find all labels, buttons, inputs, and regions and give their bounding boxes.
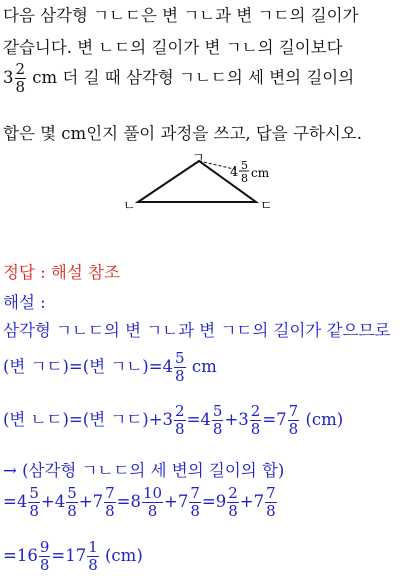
- explanation-step-4: → (삼각형 ㄱㄴㄷ의 세 변의 길이의 합): [3, 461, 285, 480]
- explanation-label: 해설 :: [3, 293, 46, 312]
- triangle-shape: [138, 161, 256, 202]
- explanation-step-5: =4 $\frac{5}{8}$ +4 $\frac{5}{8}$ +7 $\frac{7}{8}$ =8 $\frac{10}{8}$ +7 $\frac{7}{8}$ =9 $\frac{2}{8}$ +7 $\frac{7}{8}$: [3, 484, 276, 520]
- problem-line-4: 합은 몇 cm인지 풀이 과정을 쓰고, 답을 구하시오.: [3, 124, 362, 143]
- vertex-label-top: ㄱ: [192, 151, 205, 166]
- numerator: 2: [15, 60, 26, 78]
- side-length-unit: cm: [251, 166, 270, 180]
- triangle-diagram: [120, 150, 290, 212]
- side-length-whole: 4: [230, 165, 239, 180]
- mixed-number: [3, 60, 32, 96]
- problem-line-2: 같습니다. 변 ㄴㄷ의 길이가 변 ㄱㄴ의 길이보다: [3, 38, 343, 57]
- answer-label: 정답 : 해설 참조: [3, 263, 120, 282]
- fraction: [15, 62, 27, 95]
- vertex-label-left: ㄴ: [123, 199, 136, 212]
- side-length-numerator: 5: [241, 159, 248, 172]
- explanation-step-6: =16 $\frac{9}{8}$ =17 $\frac{1}{8}$ (cm): [3, 538, 143, 574]
- denominator: 8: [15, 78, 26, 96]
- problem-line-1: 다음 삼각형 ㄱㄴㄷ은 변 ㄱㄴ과 변 ㄱㄷ의 길이가: [3, 6, 359, 25]
- explanation-step-1: 삼각형 ㄱㄴㄷ의 변 ㄱㄴ과 변 ㄱㄷ의 길이가 같으므로: [3, 321, 391, 340]
- side-length-denominator: 8: [241, 172, 248, 185]
- explanation-step-3: (변 ㄴㄷ)=(변 ㄱㄷ)+3 $\frac{2}{8}$ =4 $\frac{5}{8}$ +3 $\frac{2}{8}$ =7 $\frac{7}{8}$ (cm): [3, 402, 344, 438]
- problem-line-3: [3, 62, 354, 95]
- problem-line-3-rest: cm 더 길 때 삼각형 ㄱㄴㄷ의 세 변의 길이의: [32, 68, 355, 87]
- fraction: $\frac{5}{8}$: [175, 349, 185, 385]
- explanation-step-2: (변 ㄱㄷ)=(변 ㄱㄴ)=4 $\frac{5}{8}$ cm: [3, 349, 217, 385]
- vertex-label-right: ㄷ: [260, 199, 273, 212]
- whole-part: 3: [3, 68, 14, 87]
